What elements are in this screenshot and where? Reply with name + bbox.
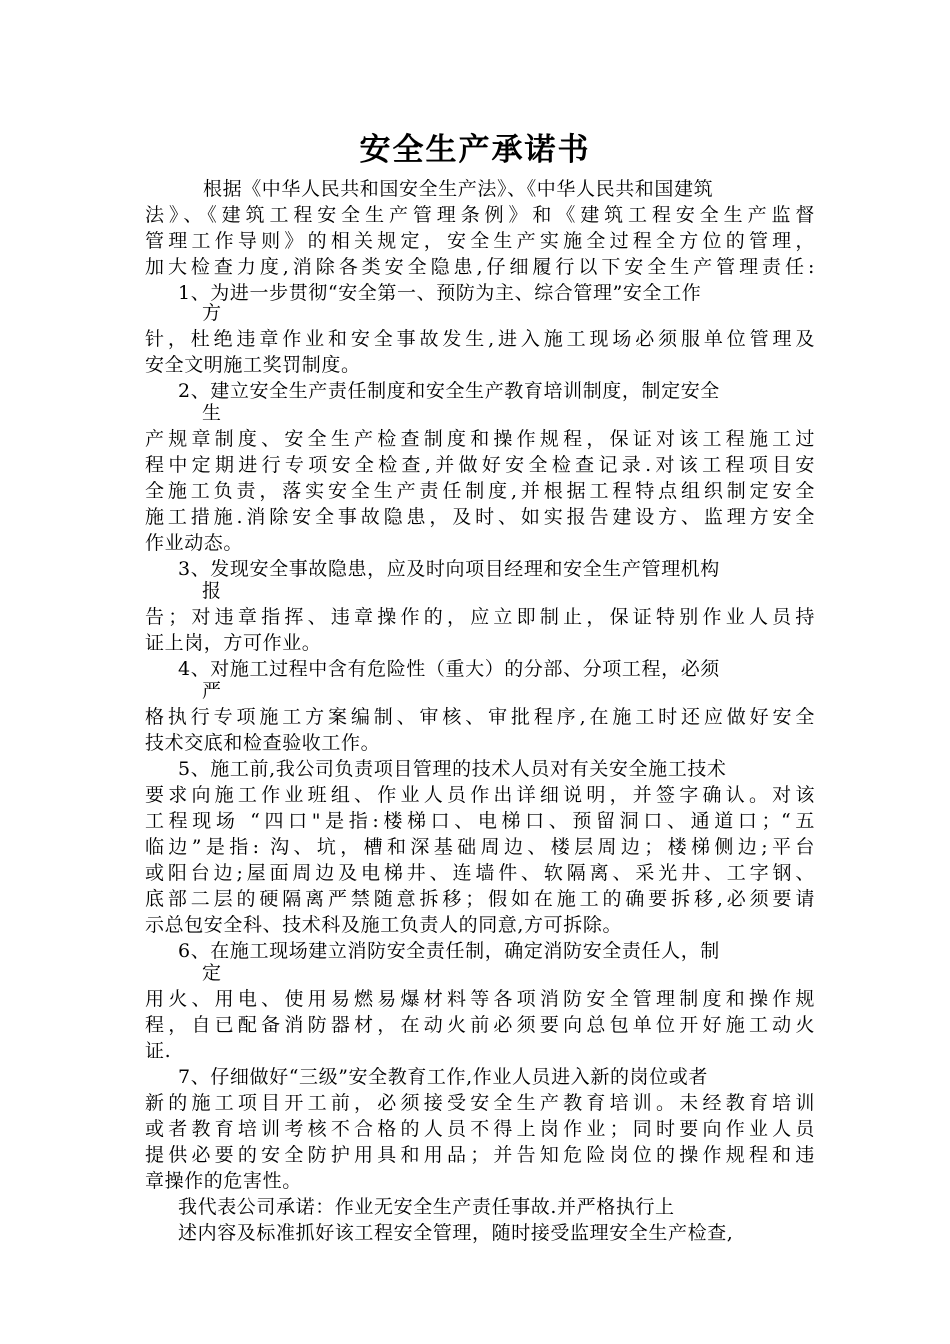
text-line: 2、建立安全生产责任制度和安全生产教育培训制度，制定安全 [178, 380, 720, 402]
text-line: 管理工作导则》的相关规定，安全生产实施全过程全方位的管理， [145, 230, 815, 252]
text-line: 作业动态。 [145, 532, 244, 554]
text-line: 示总包安全科、技术科及施工负责人的同意,方可拆除。 [145, 914, 623, 936]
text-line: 告；对违章指挥、违章操作的，应立即制止，保证特别作业人员持 [145, 606, 815, 628]
text-line: 生 [202, 402, 222, 424]
text-line: 新的施工项目开工前，必须接受安全生产教育培训。未经教育培训 [145, 1092, 815, 1114]
text-line: 或阳台边;屋面周边及电梯井、连墙件、软隔离、采光井、工字钢、 [145, 862, 815, 884]
text-line: 施工措施.消除安全事故隐患，及时、如实报告建设方、监理方安全 [145, 506, 815, 528]
text-line: 4、对施工过程中含有危险性（重大）的分部、分项工程，必须 [178, 658, 720, 680]
text-line: 加大检查力度,消除各类安全隐患,仔细履行以下安全生产管理责任: [145, 256, 815, 278]
text-line: 述内容及标准抓好该工程安全管理，随时接受监理安全生产检查, [178, 1222, 734, 1244]
text-line: 针，杜绝违章作业和安全事故发生,进入施工现场必须服单位管理及 [145, 328, 815, 350]
text-line: 程，自已配备消防器材，在动火前必须要向总包单位开好施工动火 [145, 1014, 815, 1036]
text-line: 5、施工前,我公司负责项目管理的技术人员对有关安全施工技术 [178, 758, 727, 780]
text-line: 3、发现安全事故隐患，应及时向项目经理和安全生产管理机构 [178, 558, 720, 580]
document-title: 安全生产承诺书 [359, 132, 591, 168]
text-line: 全施工负责，落实安全生产责任制度,并根据工程特点组织制定安全 [145, 480, 815, 502]
text-line: 证. [145, 1040, 172, 1062]
text-line: 要求向施工作业班组、作业人员作出详细说明，并签字确认。对该 [145, 784, 815, 806]
text-line: 6、在施工现场建立消防安全责任制，确定消防安全责任人，制 [178, 940, 720, 962]
text-line: 1、为进一步贯彻“安全第一、预防为主、综合管理”安全工作 [178, 282, 702, 304]
text-line: 定 [202, 962, 222, 984]
text-line: 工程现场 “四口"是指:楼梯口、电梯口、预留洞口、通道口；“五 [145, 810, 815, 832]
text-line: 7、仔细做好“三级”安全教育工作,作业人员进入新的岗位或者 [178, 1066, 708, 1088]
text-line: 法》、《建筑工程安全生产管理条例》和《建筑工程安全生产监督 [145, 204, 815, 226]
text-line: 产规章制度、安全生产检查制度和操作规程，保证对该工程施工过 [145, 428, 815, 450]
text-line: 报 [202, 580, 222, 602]
text-line: 或者教育培训考核不合格的人员不得上岗作业；同时要向作业人员 [145, 1118, 815, 1140]
text-line: 根据《中华人民共和国安全生产法》、《中华人民共和国建筑 [203, 178, 714, 200]
text-line: 方 [202, 302, 222, 324]
text-line: 底部二层的硬隔离严禁随意拆移；假如在施工的确要拆移,必须要请 [145, 888, 815, 910]
text-line: 用火、用电、使用易燃易爆材料等各项消防安全管理制度和操作规 [145, 988, 815, 1010]
text-line: 临边”是指: 沟、坑，槽和深基础周边、楼层周边；楼梯侧边;平台 [145, 836, 815, 858]
text-line: 程中定期进行专项安全检查,并做好安全检查记录.对该工程项目安 [145, 454, 815, 476]
text-line: 章操作的危害性。 [145, 1170, 302, 1192]
text-line: 证上岗，方可作业。 [145, 632, 322, 654]
text-line: 技术交底和检查验收工作。 [145, 732, 381, 754]
text-line: 我代表公司承诺：作业无安全生产责任事故.并严格执行上 [178, 1196, 675, 1218]
text-line: 格执行专项施工方案编制、审核、审批程序,在施工时还应做好安全 [145, 706, 815, 728]
text-line: 提供必要的安全防护用具和用品；并告知危险岗位的操作规程和违 [145, 1144, 815, 1166]
text-line: 严 [202, 680, 222, 702]
text-line: 安全文明施工奖罚制度。 [145, 354, 361, 376]
